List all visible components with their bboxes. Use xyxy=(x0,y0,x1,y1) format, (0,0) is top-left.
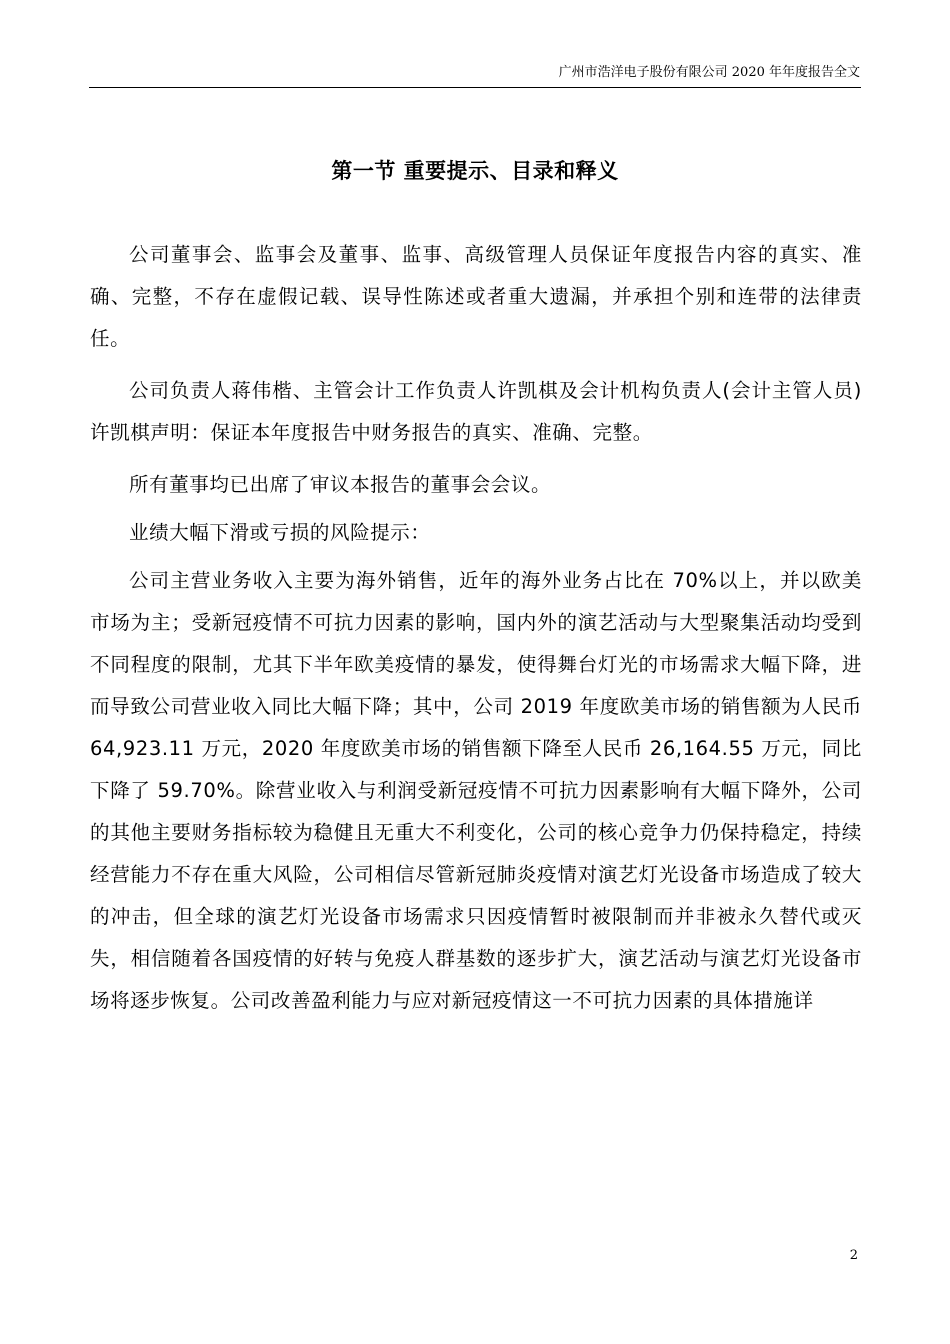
paragraph-risk-details: 公司主营业务收入主要为海外销售，近年的海外业务占比在 70%以上，并以欧美市场为主；受新冠疫情不可抗力因素的影响，国内外的演艺活动与大型聚集活动均受到不同程度的限制，尤其下半年欧美疫情的暴发，使得舞台灯光的市场需求大幅下降，进而导致公司营业收入同比大幅下降；其中，公司 2019 年度欧美市场的销售额为人民币 64,923.11 万元，2020 年度欧美市场的销售额下降至人民币 26,164.55 万元，同比下降了 59.70%。除营业收入与利润受新冠疫情不可抗力因素影响有大幅下降外，公司的其他主要财务指标较为稳健且无重大不利变化，公司的核心竞争力仍保持稳定，持续经营能力不存在重大风险，公司相信尽管新冠肺炎疫情对演艺灯光设备市场造成了较大的冲击，但全球的演艺灯光设备市场需求只因疫情暂时被限制而并非被永久替代或灭失，相信随着各国疫情的好转与免疫人群基数的逐步扩大，演艺活动与演艺灯光设备市场将逐步恢复。公司改善盈利能力与应对新冠疫情这一不可抗力因素的具体措施详 xyxy=(90,569,862,1012)
paragraph-risk-heading: 业绩大幅下滑或亏损的风险提示： xyxy=(129,521,431,544)
section-title: 第一节 重要提示、目录和释义 xyxy=(331,159,619,183)
paragraph-responsible-persons-statement: 公司负责人蒋伟楷、主管会计工作负责人许凯棋及会计机构负责人(会计主管人员)许凯棋声明：保证本年度报告中财务报告的真实、准确、完整。 xyxy=(90,379,862,444)
page-number: 2 xyxy=(849,1248,858,1263)
header-divider xyxy=(89,87,861,88)
paragraph-board-guarantee: 公司董事会、监事会及董事、监事、高级管理人员保证年度报告内容的真实、准确、完整，不存在虚假记载、误导性陈述或者重大遗漏，并承担个别和连带的法律责任。 xyxy=(90,243,862,350)
document-body xyxy=(90,234,862,1022)
running-header: 广州市浩洋电子股份有限公司 2020 年年度报告全文 xyxy=(558,65,860,80)
paragraph-board-attendance: 所有董事均已出席了审议本报告的董事会会议。 xyxy=(129,473,552,496)
